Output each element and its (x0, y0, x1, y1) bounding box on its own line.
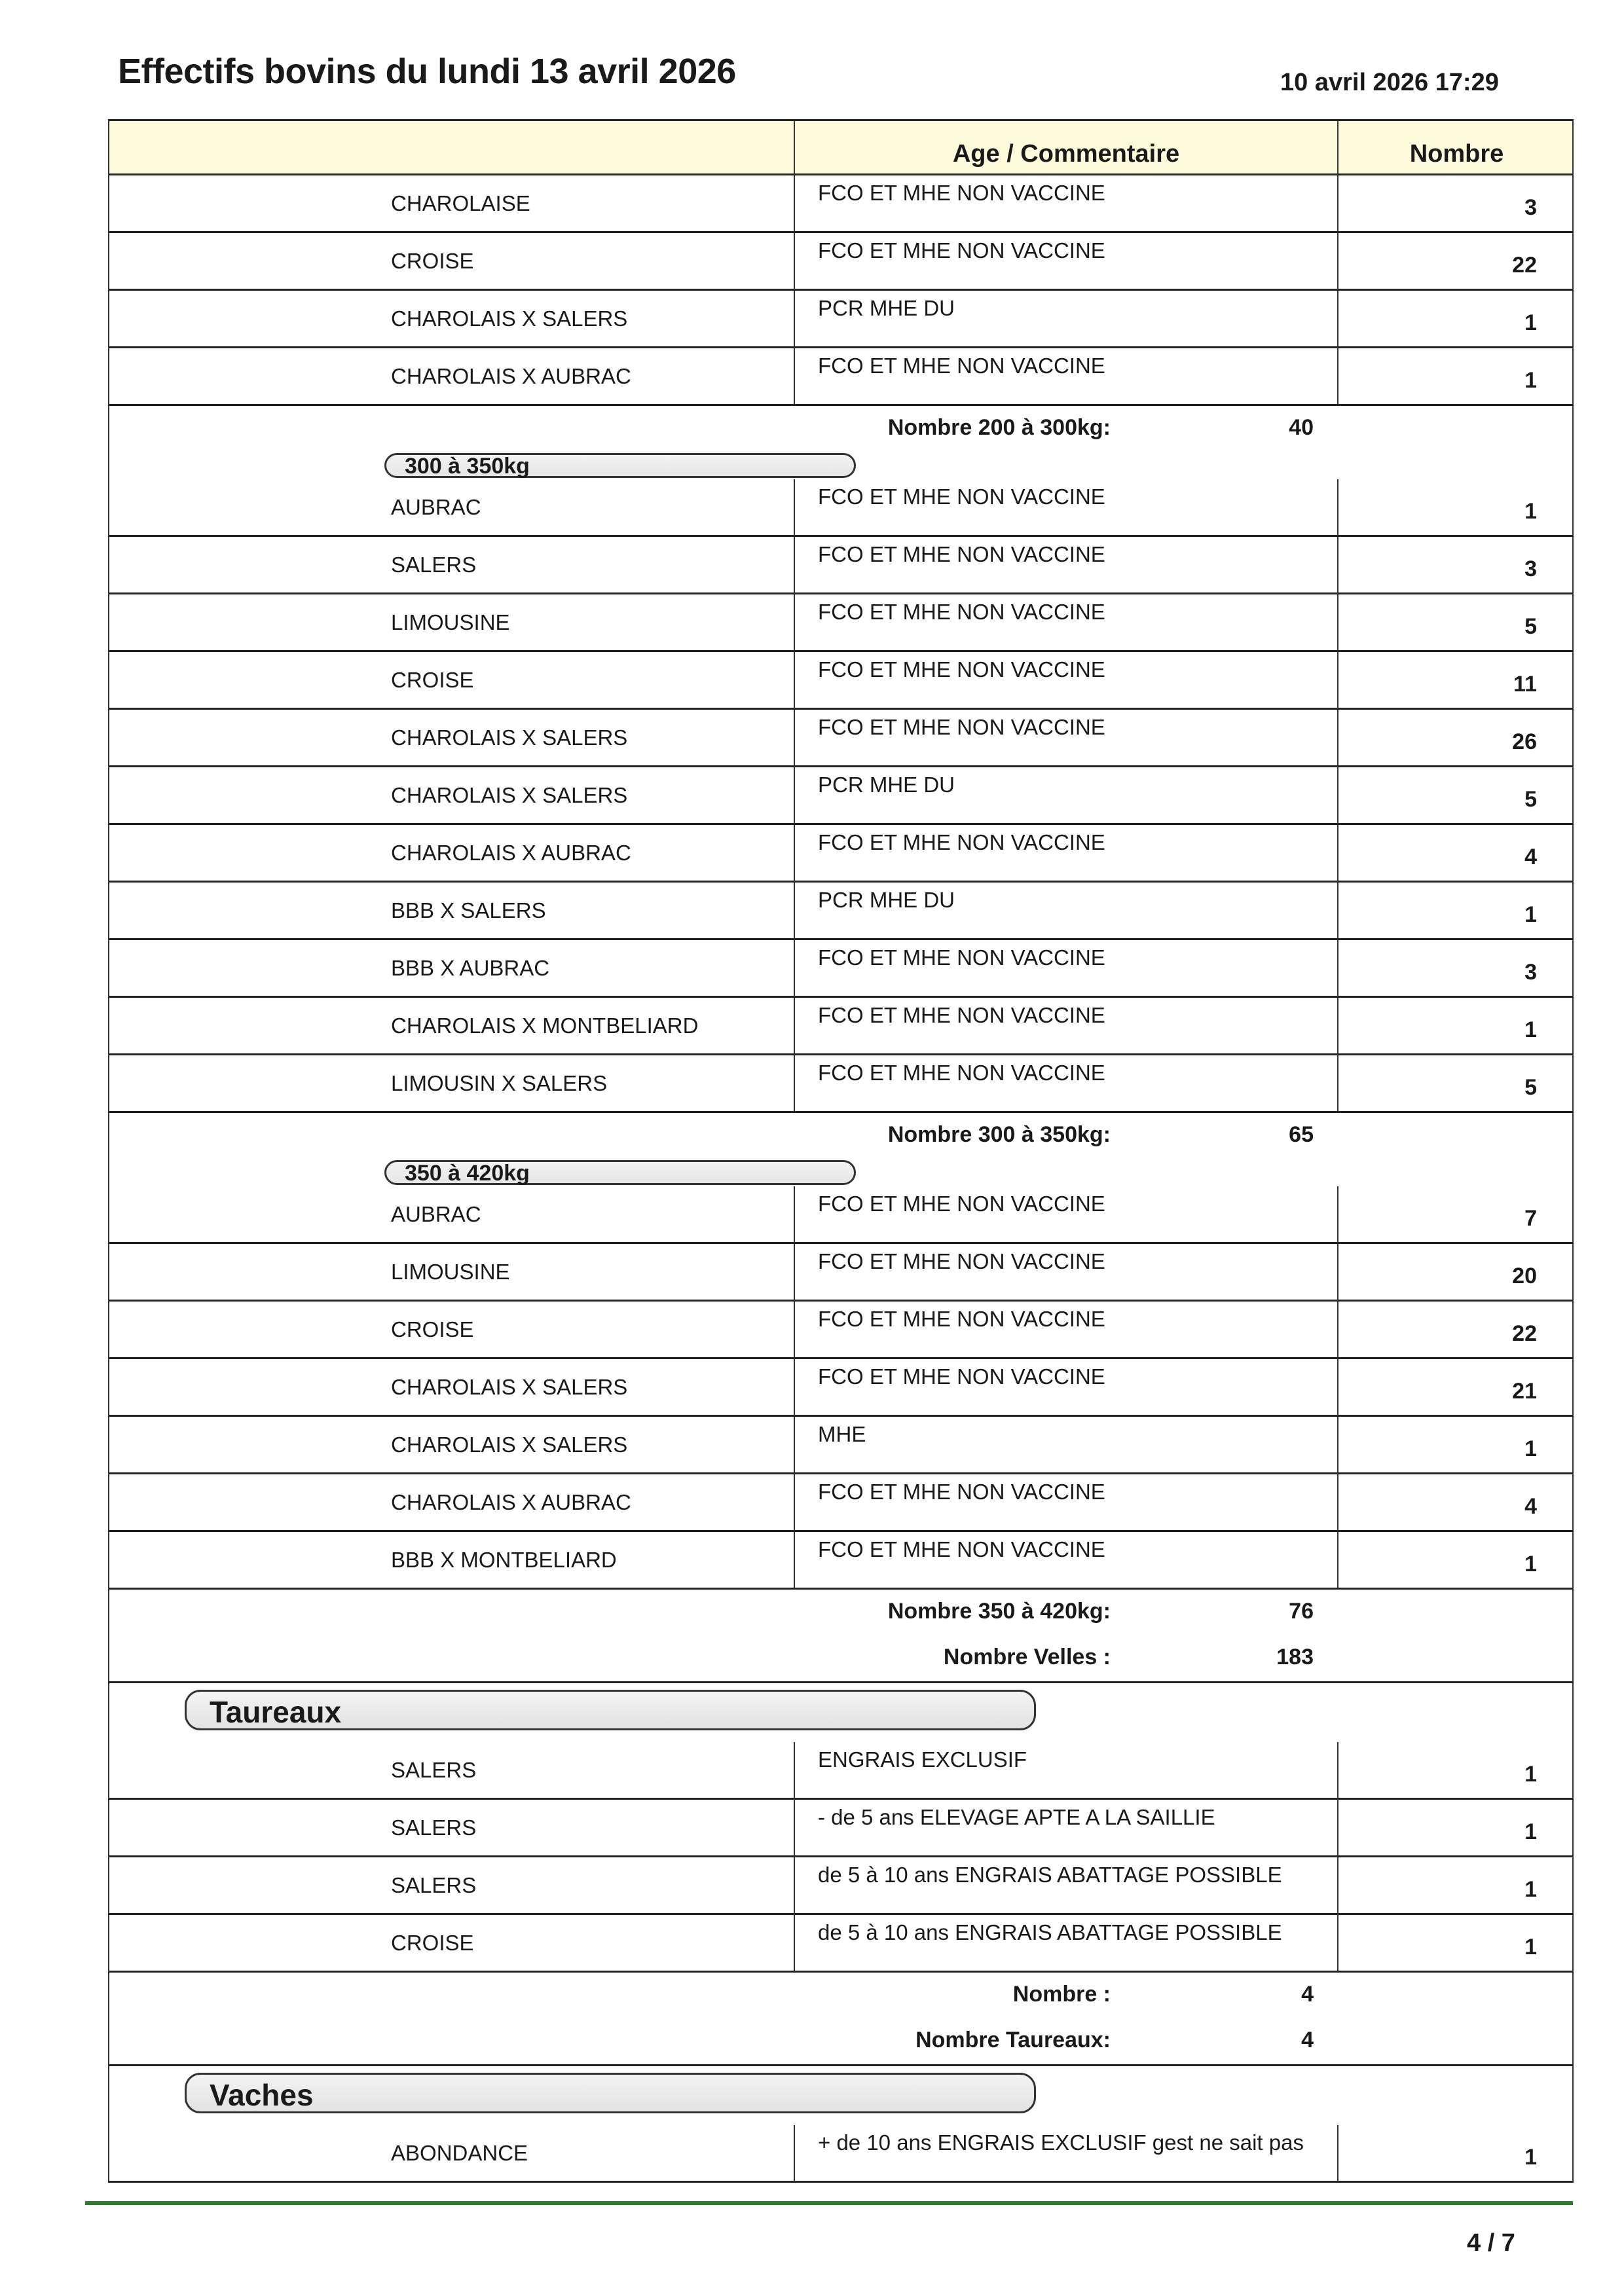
table-row (108, 652, 1574, 710)
count-cell: 1 (1337, 1417, 1575, 1472)
comment-cell: de 5 à 10 ans ENGRAIS ABATTAGE POSSIBLE (794, 1857, 1337, 1913)
taureaux-subtotal (108, 1973, 1574, 2018)
comment-cell: PCR MHE DU (794, 291, 1337, 346)
print-timestamp: 10 avril 2026 17:29 (1280, 69, 1499, 96)
comment-cell: FCO ET MHE NON VACCINE (794, 710, 1337, 765)
category-total-value: 183 (1276, 1645, 1314, 1669)
group-subtotal (108, 1113, 1574, 1159)
vaches-section-pill (185, 2073, 1036, 2113)
taureaux-section-pill (185, 1690, 1036, 1730)
breed-cell: CROISE (391, 1317, 474, 1341)
category-total (108, 1635, 1574, 1681)
table-row (108, 2125, 1574, 2183)
count-cell: 1 (1337, 479, 1575, 535)
weight-class-label: 300 à 350kg (405, 454, 530, 479)
comment-cell: ENGRAIS EXCLUSIF (794, 1742, 1337, 1798)
table-row (108, 348, 1574, 406)
table-row (108, 1359, 1574, 1417)
group-subtotal (108, 1590, 1574, 1635)
taureaux-section-title: Taureaux (210, 1695, 342, 1729)
table-row (108, 998, 1574, 1055)
vaches-section-band (108, 2064, 1574, 2125)
count-cell: 4 (1337, 1474, 1575, 1530)
taureaux-total (108, 2018, 1574, 2064)
category-total-label: Nombre Velles : (943, 1645, 1111, 1669)
comment-cell: FCO ET MHE NON VACCINE (794, 479, 1337, 535)
breed-cell: BBB X AUBRAC (391, 956, 550, 980)
comment-cell: MHE (794, 1417, 1337, 1472)
count-cell: 21 (1337, 1359, 1575, 1415)
count-cell: 22 (1337, 233, 1575, 289)
breed-cell: CROISE (391, 1931, 474, 1955)
count-cell: 5 (1337, 1055, 1575, 1111)
livestock-table (108, 119, 1574, 2183)
comment-cell: de 5 à 10 ans ENGRAIS ABATTAGE POSSIBLE (794, 1915, 1337, 1971)
group-subtotal-value: 76 (1289, 1599, 1314, 1624)
column-header-count: Nombre (1337, 121, 1575, 173)
comment-cell: PCR MHE DU (794, 883, 1337, 938)
table-row (108, 940, 1574, 998)
comment-cell: + de 10 ans ENGRAIS EXCLUSIF gest ne sait pas (794, 2125, 1337, 2181)
breed-cell: CROISE (391, 668, 474, 692)
group-subtotal-label: Nombre 200 à 300kg: (887, 415, 1111, 440)
count-cell: 1 (1337, 348, 1575, 404)
table-row (108, 1742, 1574, 1800)
breed-cell: CHAROLAIS X SALERS (391, 725, 628, 750)
breed-cell: AUBRAC (391, 495, 481, 519)
group-subtotal-label: Nombre 300 à 350kg: (887, 1122, 1111, 1147)
count-cell: 3 (1337, 175, 1575, 231)
table-row (108, 537, 1574, 594)
count-cell: 20 (1337, 1244, 1575, 1300)
table-row (108, 291, 1574, 348)
table-row (108, 1302, 1574, 1359)
table-row (108, 594, 1574, 652)
breed-cell: CHAROLAIS X SALERS (391, 1432, 628, 1457)
breed-cell: SALERS (391, 1758, 477, 1782)
breed-cell: SALERS (391, 1873, 477, 1897)
comment-cell: FCO ET MHE NON VACCINE (794, 1359, 1337, 1415)
breed-cell: CHAROLAIS X MONTBELIARD (391, 1013, 699, 1038)
breed-cell: LIMOUSINE (391, 610, 510, 634)
count-cell: 5 (1337, 594, 1575, 650)
comment-cell: FCO ET MHE NON VACCINE (794, 1186, 1337, 1242)
table-body (108, 175, 1574, 2183)
breed-cell: CHAROLAIS X SALERS (391, 783, 628, 807)
comment-cell: FCO ET MHE NON VACCINE (794, 940, 1337, 996)
breed-cell: SALERS (391, 553, 477, 577)
breed-cell: SALERS (391, 1815, 477, 1840)
count-cell: 11 (1337, 652, 1575, 708)
breed-cell: AUBRAC (391, 1202, 481, 1226)
breed-cell: LIMOUSIN X SALERS (391, 1071, 608, 1095)
breed-cell: BBB X SALERS (391, 898, 546, 922)
group-subtotal (108, 406, 1574, 452)
weight-class-label: 350 à 420kg (405, 1161, 530, 1186)
comment-cell: FCO ET MHE NON VACCINE (794, 537, 1337, 592)
footer-rule (85, 2201, 1573, 2205)
table-row (108, 1800, 1574, 1857)
table-row (108, 175, 1574, 233)
breed-cell: CHAROLAIS X SALERS (391, 1375, 628, 1399)
comment-cell: FCO ET MHE NON VACCINE (794, 594, 1337, 650)
count-cell: 3 (1337, 537, 1575, 592)
taureaux-section-band (108, 1681, 1574, 1742)
table-row (108, 710, 1574, 767)
column-header-comment: Age / Commentaire (794, 121, 1337, 173)
page-number: 4 / 7 (1467, 2229, 1515, 2257)
table-row (108, 883, 1574, 940)
weight-class-pill (384, 453, 856, 478)
breed-cell: ABONDANCE (391, 2141, 528, 2165)
comment-cell: FCO ET MHE NON VACCINE (794, 1474, 1337, 1530)
group-subtotal-value: 65 (1289, 1122, 1314, 1147)
count-cell: 1 (1337, 2125, 1575, 2181)
table-row (108, 1474, 1574, 1532)
count-cell: 1 (1337, 1857, 1575, 1913)
taureaux-total-label: Nombre Taureaux: (915, 2028, 1111, 2052)
table-header (108, 119, 1574, 175)
count-cell: 7 (1337, 1186, 1575, 1242)
table-row (108, 1915, 1574, 1973)
table-row (108, 1244, 1574, 1302)
comment-cell: - de 5 ans ELEVAGE APTE A LA SAILLIE (794, 1800, 1337, 1855)
comment-cell: FCO ET MHE NON VACCINE (794, 1302, 1337, 1357)
breed-cell: BBB X MONTBELIARD (391, 1548, 617, 1572)
taureaux-subtotal-label: Nombre : (1012, 1982, 1111, 2007)
comment-cell: FCO ET MHE NON VACCINE (794, 998, 1337, 1053)
page-title: Effectifs bovins du lundi 13 avril 2026 (118, 52, 736, 91)
group-subtotal-value: 40 (1289, 415, 1314, 440)
table-row (108, 825, 1574, 883)
table-row (108, 767, 1574, 825)
breed-cell: CHAROLAIS X SALERS (391, 306, 628, 331)
count-cell: 1 (1337, 998, 1575, 1053)
count-cell: 1 (1337, 1742, 1575, 1798)
count-cell: 26 (1337, 710, 1575, 765)
count-cell: 3 (1337, 940, 1575, 996)
breed-cell: CHAROLAISE (391, 191, 530, 215)
weight-class-band (108, 452, 1574, 479)
count-cell: 1 (1337, 291, 1575, 346)
table-row (108, 233, 1574, 291)
count-cell: 1 (1337, 1532, 1575, 1588)
table-row (108, 1417, 1574, 1474)
comment-cell: FCO ET MHE NON VACCINE (794, 1244, 1337, 1300)
comment-cell: FCO ET MHE NON VACCINE (794, 1532, 1337, 1588)
weight-class-band (108, 1159, 1574, 1186)
table-row (108, 1186, 1574, 1244)
column-header-breed (109, 121, 794, 173)
count-cell: 1 (1337, 1800, 1575, 1855)
table-row (108, 1532, 1574, 1590)
count-cell: 5 (1337, 767, 1575, 823)
count-cell: 1 (1337, 1915, 1575, 1971)
comment-cell: FCO ET MHE NON VACCINE (794, 825, 1337, 881)
count-cell: 22 (1337, 1302, 1575, 1357)
comment-cell: FCO ET MHE NON VACCINE (794, 233, 1337, 289)
breed-cell: CHAROLAIS X AUBRAC (391, 841, 631, 865)
comment-cell: FCO ET MHE NON VACCINE (794, 348, 1337, 404)
taureaux-subtotal-value: 4 (1301, 1982, 1314, 2007)
count-cell: 4 (1337, 825, 1575, 881)
taureaux-total-value: 4 (1301, 2028, 1314, 2052)
breed-cell: LIMOUSINE (391, 1260, 510, 1284)
breed-cell: CROISE (391, 249, 474, 273)
comment-cell: FCO ET MHE NON VACCINE (794, 175, 1337, 231)
table-row (108, 479, 1574, 537)
group-subtotal-label: Nombre 350 à 420kg: (887, 1599, 1111, 1624)
count-cell: 1 (1337, 883, 1575, 938)
weight-class-pill (384, 1160, 856, 1185)
vaches-section-title: Vaches (210, 2078, 314, 2112)
comment-cell: PCR MHE DU (794, 767, 1337, 823)
table-row (108, 1857, 1574, 1915)
breed-cell: CHAROLAIS X AUBRAC (391, 1490, 631, 1514)
comment-cell: FCO ET MHE NON VACCINE (794, 652, 1337, 708)
breed-cell: CHAROLAIS X AUBRAC (391, 364, 631, 388)
comment-cell: FCO ET MHE NON VACCINE (794, 1055, 1337, 1111)
table-row (108, 1055, 1574, 1113)
